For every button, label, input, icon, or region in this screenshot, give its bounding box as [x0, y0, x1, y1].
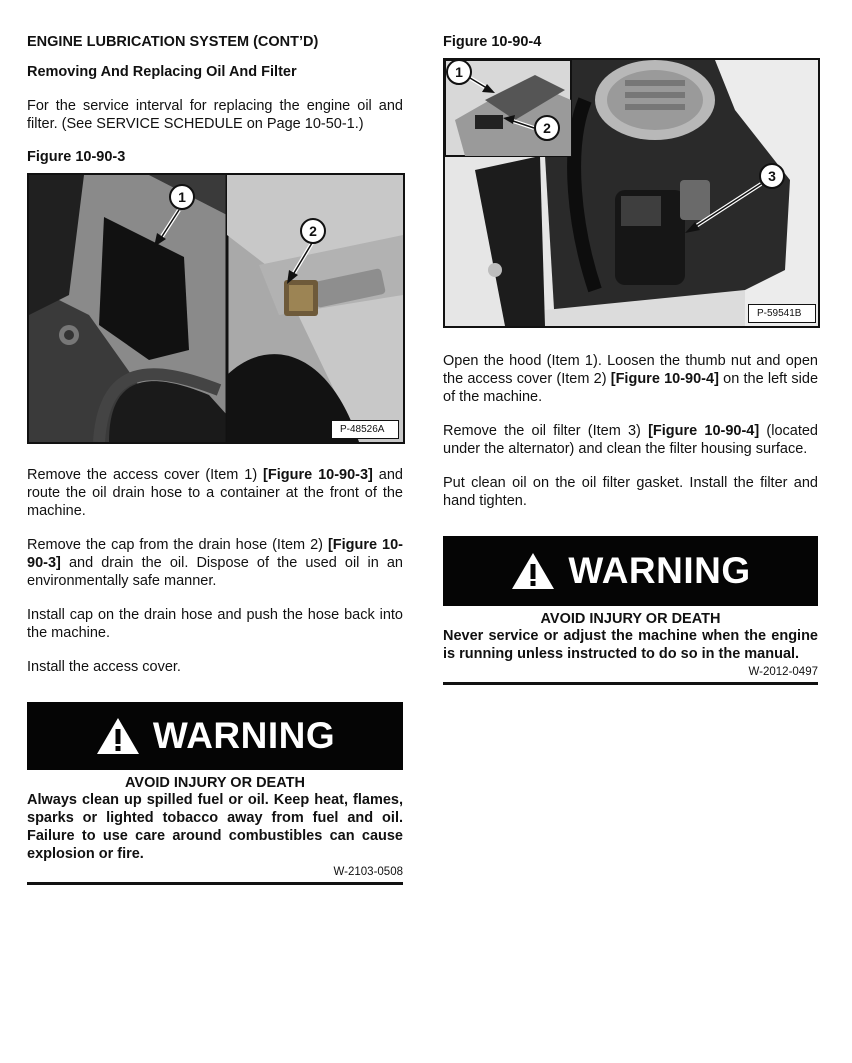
- warning-block-left: [27, 702, 403, 885]
- intro-paragraph: For the service interval for replacing the engine oil and filter. (See SERVICE SCHEDULE on Page 10-50-1.): [27, 98, 403, 132]
- figure-10-90-4-photo: [445, 60, 818, 326]
- section-title: ENGINE LUBRICATION SYSTEM (CONT’D): [27, 34, 319, 50]
- warning-text: Always clean up spilled fuel or oil. Keep heat, flames, sparks or lighted tobacco away from fuel and oil. Failure to use care around combustibles can cause explosion or fire.: [27, 792, 403, 862]
- warning-heading: AVOID INJURY OR DEATH: [540, 611, 721, 627]
- warning-heading: AVOID INJURY OR DEATH: [125, 775, 305, 791]
- step-remove-access-cover: Remove the access cover (Item 1) [Figure 10-90-3] and route the oil drain hose to a container at the front of the machine.: [27, 467, 403, 519]
- callout-1: 1: [178, 189, 186, 205]
- warning-triangle-icon: [510, 551, 556, 591]
- warning-label: WARNING: [152, 715, 336, 756]
- figure-10-90-4: [443, 58, 820, 328]
- figure-code: P-48526A: [331, 420, 399, 439]
- figure-10-90-3: [27, 173, 405, 444]
- step-install-filter: Put clean oil on the oil filter gasket. Install the filter and hand tighten.: [443, 475, 818, 509]
- figure-title-10-90-3: Figure 10-90-3: [27, 149, 126, 165]
- warning-code: W-2103-0508: [333, 866, 403, 878]
- warning-code: W-2012-0497: [748, 666, 818, 678]
- warning-triangle-icon: [95, 716, 141, 756]
- warning-banner: [443, 536, 818, 606]
- callout-3: 3: [768, 168, 776, 184]
- step-remove-cap: Remove the cap from the drain hose (Item 2) [Figure 10-90-3] and drain the oil. Dispose of the used oil in an environmentally safe manner.: [27, 537, 403, 589]
- subsection-title: Removing And Replacing Oil And Filter: [27, 64, 297, 80]
- callout-1: 1: [455, 64, 463, 80]
- step-open-hood: Open the hood (Item 1). Loosen the thumb nut and open the access cover (Item 2) [Figure 10-90-4] on the left side of the machine.: [443, 353, 819, 405]
- left-column: [27, 34, 403, 885]
- warning-label: WARNING: [568, 550, 751, 591]
- figure-10-90-3-photo: [29, 175, 403, 442]
- figure-title-10-90-4: Figure 10-90-4: [443, 34, 542, 50]
- warning-banner: [27, 702, 403, 770]
- warning-text: Never service or adjust the machine when the engine is running unless instructed to do so in the manual.: [443, 628, 818, 662]
- step-remove-oil-filter: Remove the oil filter (Item 3) [Figure 10-90-4] (located under the alternator) and clean the filter housing surface.: [443, 423, 818, 457]
- divider: [27, 882, 403, 885]
- divider: [443, 682, 818, 685]
- callout-2: 2: [543, 120, 551, 136]
- right-column: [443, 34, 818, 685]
- step-install-cap: Install cap on the drain hose and push the hose back into the machine.: [27, 607, 403, 641]
- figure-code: P-59541B: [748, 304, 816, 323]
- warning-block-right: [443, 536, 818, 685]
- step-install-cover: Install the access cover.: [27, 659, 181, 675]
- callout-2: 2: [309, 223, 317, 239]
